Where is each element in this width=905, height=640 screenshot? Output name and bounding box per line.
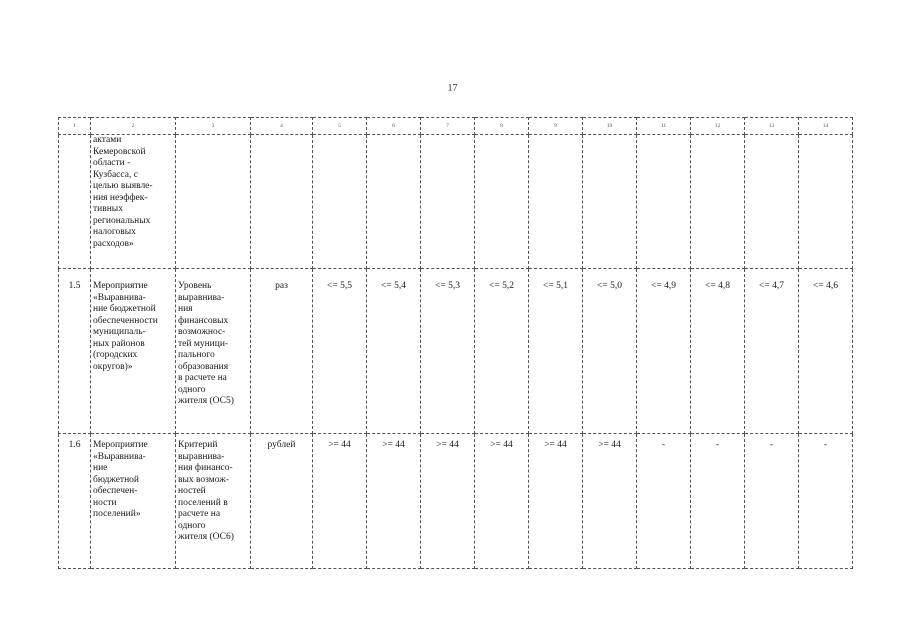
value-cell — [799, 269, 853, 434]
value-text: - — [715, 440, 720, 450]
value-text: >= 44 — [436, 440, 459, 450]
value-text: >= 44 — [328, 440, 351, 450]
value-cell — [745, 269, 799, 434]
header-cell: 4 — [251, 118, 313, 135]
measure-text: Мероприятие «Выравнива- ние бюджетной обеспечен- ности поселений» — [93, 440, 148, 519]
header-cell: 11 — [637, 118, 691, 135]
empty-cell — [799, 135, 853, 269]
empty-cell — [529, 135, 583, 269]
index-cell — [59, 269, 91, 434]
header-cell: 5 — [313, 118, 367, 135]
value-cell — [529, 269, 583, 434]
value-cell — [799, 434, 853, 569]
value-cell — [367, 269, 421, 434]
empty-cell — [691, 135, 745, 269]
value-text: - — [769, 440, 774, 450]
value-text: <= 5,5 — [327, 281, 352, 291]
header-cell: 14 — [799, 118, 853, 135]
value-text: >= 44 — [544, 440, 567, 450]
empty-cell — [583, 135, 637, 269]
unit-cell — [251, 269, 313, 434]
unit-text: рублей — [267, 440, 296, 450]
value-text: <= 5,4 — [381, 281, 406, 291]
header-cell: 6 — [367, 118, 421, 135]
value-text: >= 44 — [490, 440, 513, 450]
value-text: <= 4,8 — [705, 281, 730, 291]
header-cell: 10 — [583, 118, 637, 135]
indicator-text: Уровень выравнива- ния финансовых возможнос- тей муници- пального образования в расчете на одного жителя (ОС5) — [178, 281, 234, 406]
value-cell — [691, 434, 745, 569]
table-row-1-6 — [59, 434, 853, 569]
empty-cell — [745, 135, 799, 269]
value-cell — [475, 434, 529, 569]
header-cell: 9 — [529, 118, 583, 135]
value-cell — [313, 269, 367, 434]
measure-cell — [91, 135, 176, 269]
row-index: 1.5 — [68, 281, 81, 291]
value-cell — [637, 434, 691, 569]
header-cell: 2 — [91, 118, 176, 135]
value-cell — [421, 434, 475, 569]
header-cell: 8 — [475, 118, 529, 135]
indicator-cell — [176, 269, 251, 434]
index-cell — [59, 434, 91, 569]
value-text: <= 4,9 — [651, 281, 676, 291]
empty-cell — [637, 135, 691, 269]
value-text: <= 5,0 — [597, 281, 622, 291]
empty-cell — [176, 135, 251, 269]
header-cell: 7 — [421, 118, 475, 135]
value-text: <= 5,1 — [543, 281, 568, 291]
value-text: <= 5,3 — [435, 281, 460, 291]
value-cell — [691, 269, 745, 434]
value-text: <= 5,2 — [489, 281, 514, 291]
value-text: >= 44 — [598, 440, 621, 450]
row-index: 1.6 — [68, 440, 81, 450]
value-text: - — [823, 440, 828, 450]
table-row-continuation — [59, 135, 853, 269]
measure-text: актами Кемеровской области - Кузбасса, с целью выявле- ния неэффек- тивных региональных налоговых расходов» — [93, 135, 153, 249]
value-cell — [529, 434, 583, 569]
value-cell — [421, 269, 475, 434]
value-cell — [583, 434, 637, 569]
header-cell: 12 — [691, 118, 745, 135]
empty-cell — [59, 135, 91, 269]
value-cell — [313, 434, 367, 569]
value-cell — [367, 434, 421, 569]
value-text: <= 4,6 — [813, 281, 838, 291]
measure-cell — [91, 434, 176, 569]
value-cell — [637, 269, 691, 434]
value-text: - — [661, 440, 666, 450]
empty-cell — [313, 135, 367, 269]
unit-cell — [251, 434, 313, 569]
indicators-table — [58, 117, 853, 569]
indicator-text: Критерий выравнива- ния финансо- вых возмож- ностей поселений в расчете на одного жителя (ОС6) — [178, 440, 234, 542]
value-text: <= 4,7 — [759, 281, 784, 291]
empty-cell — [475, 135, 529, 269]
header-cell: 13 — [745, 118, 799, 135]
empty-cell — [367, 135, 421, 269]
header-cell: 3 — [176, 118, 251, 135]
measure-cell — [91, 269, 176, 434]
value-text: >= 44 — [382, 440, 405, 450]
table-header-row — [59, 118, 853, 135]
empty-cell — [251, 135, 313, 269]
value-cell — [745, 434, 799, 569]
table-row-1-5 — [59, 269, 853, 434]
value-cell — [583, 269, 637, 434]
unit-text: раз — [275, 281, 288, 291]
measure-text: Мероприятие «Выравнива- ние бюджетной обеспеченности муниципаль- ных районов (городских округов)» — [93, 281, 158, 372]
empty-cell — [421, 135, 475, 269]
value-cell — [475, 269, 529, 434]
page-number: 17 — [447, 83, 458, 94]
indicator-cell — [176, 434, 251, 569]
header-cell: 1 — [59, 118, 91, 135]
